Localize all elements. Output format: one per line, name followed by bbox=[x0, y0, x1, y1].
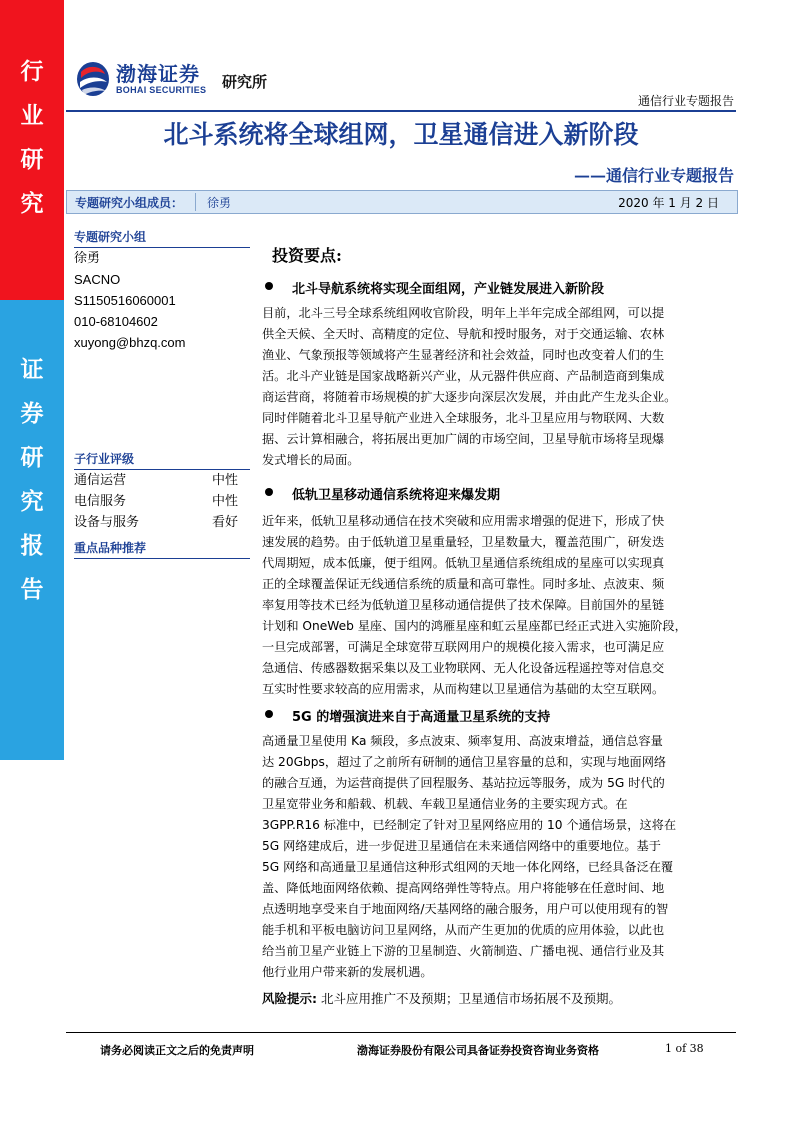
header-divider bbox=[66, 110, 736, 112]
body-line: 商运营商，将随着市场规模的扩大逐步向深层次发展，并由此产生龙头企业。 bbox=[262, 390, 677, 404]
rating-row bbox=[74, 491, 250, 512]
logo-institute: 研究所 bbox=[222, 73, 268, 91]
banner-char: 行 bbox=[20, 58, 44, 85]
point-heading: 5G 的增强演进来自于高通量卫星系统的支持 bbox=[262, 706, 736, 725]
analyst-name: 徐勇 bbox=[74, 251, 101, 266]
banner-char: 证 bbox=[20, 356, 44, 383]
body-line: 盖、降低地面网络依赖、提高网络弹性等特点。用户将能够在任意时间、地 bbox=[262, 881, 665, 895]
rating-sector: 电信服务 bbox=[74, 494, 127, 509]
point-body bbox=[262, 303, 736, 471]
body-line: 的融合互通，为运营商提供了回程服务、基站拉远等服务，成为 5G 时代的 bbox=[262, 776, 665, 790]
point-section-2 bbox=[262, 484, 736, 700]
body-line: 点透明地享受来自于地面网络/天基网络的融合服务，用户可以使用现有的智 bbox=[262, 902, 669, 916]
rating-row bbox=[74, 470, 250, 491]
recommend-heading: 重点品种推荐 bbox=[74, 539, 250, 559]
risk-warning bbox=[262, 989, 621, 1007]
research-team-bar bbox=[66, 190, 738, 214]
company-logo bbox=[76, 58, 296, 100]
member-label: 专题研究小组成员： bbox=[75, 196, 184, 210]
risk-label: 风险提示: bbox=[262, 991, 317, 1006]
banner-char: 券 bbox=[20, 400, 44, 427]
member-name: 徐勇 bbox=[207, 196, 232, 210]
body-line: 计划和 OneWeb 星座、国内的鸿雁星座和虹云星座都已经正式进入实施阶段， bbox=[262, 619, 687, 633]
body-line: 高通量卫星使用 Ka 频段，多点波束、频率复用、高波束增益，通信总容量 bbox=[262, 734, 663, 748]
point-body bbox=[262, 511, 736, 700]
point-section-3 bbox=[262, 706, 736, 983]
banner-char: 究 bbox=[20, 488, 44, 515]
body-line: 代周期短，成本低廉，便于组网。低轨卫星通信系统组成的星座可以实现真 bbox=[262, 556, 665, 570]
point-section-1 bbox=[262, 278, 736, 471]
body-line: 速发展的趋势。由于低轨道卫星重量轻，卫星数量大，覆盖范围广，研发迭 bbox=[262, 535, 665, 549]
banner-text-industry-research bbox=[0, 60, 64, 236]
analyst-phone: 010-68104602 bbox=[74, 314, 158, 329]
footer-disclaimer: 请务必阅读正文之后的免责声明 bbox=[100, 1044, 254, 1057]
risk-text: 北斗应用推广不及预期；卫星通信市场拓展不及预期。 bbox=[320, 991, 621, 1006]
body-line: 给当前卫星产业链上下游的卫星制造、火箭制造、广播电视、通信行业及其 bbox=[262, 944, 665, 958]
body-line: 3GPP.R16 标准中，已经制定了针对卫星网络应用的 10 个通信场景，这将在 bbox=[262, 818, 677, 832]
point-body bbox=[262, 731, 736, 983]
analyst-cert-org: SACNO bbox=[74, 272, 121, 287]
bohai-logo-icon bbox=[76, 60, 110, 98]
banner-text-securities-report bbox=[0, 358, 64, 622]
banner-char: 告 bbox=[20, 576, 44, 603]
body-line: 目前，北斗三号全球系统组网收官阶段，明年上半年完成全部组网，可以提 bbox=[262, 306, 665, 320]
footer-divider bbox=[66, 1032, 736, 1033]
banner-char: 报 bbox=[20, 532, 44, 559]
analyst-email[interactable]: xuyong@bhzq.com bbox=[74, 335, 186, 350]
body-line: 互实时性要求较高的应用需求，从而构建以卫星通信为基础的太空互联网。 bbox=[262, 682, 665, 696]
body-line: 5G 网络和高通量卫星通信这种形式组网的天地一体化网络，已经具备泛在覆 bbox=[262, 860, 674, 874]
point-heading: 低轨卫星移动通信系统将迎来爆发期 bbox=[262, 484, 736, 503]
logo-en-name: BOHAI SECURITIES bbox=[116, 85, 207, 95]
rating-sector: 设备与服务 bbox=[74, 515, 140, 530]
body-line: 据、云计算相融合，将拓展出更加广阔的市场空间，卫星导航市场将呈现爆 bbox=[262, 432, 665, 446]
rating-sector: 通信运营 bbox=[74, 473, 127, 488]
rating-value: 中性 bbox=[211, 473, 238, 488]
member-separator bbox=[195, 193, 196, 211]
report-subtitle: ——通信行业专题报告 bbox=[573, 166, 734, 185]
banner-char: 究 bbox=[20, 190, 44, 217]
body-line: 他行业用户带来新的发展机遇。 bbox=[262, 965, 433, 979]
investment-highlights-title: 投资要点: bbox=[272, 246, 342, 265]
report-date: 2020 年 1 月 2 日 bbox=[618, 196, 719, 210]
logo-cn-name: 渤海证券 bbox=[116, 62, 200, 86]
analyst-heading: 专题研究小组 bbox=[74, 228, 250, 248]
analyst-cert-number: S1150516060001 bbox=[74, 293, 176, 308]
ratings-heading: 子行业评级 bbox=[74, 450, 250, 470]
rating-row bbox=[74, 512, 250, 533]
body-line: 近年来，低轨卫星移动通信在技术突破和应用需求增强的促进下，形成了快 bbox=[262, 514, 665, 528]
body-line: 达 20Gbps，超过了之前所有研制的通信卫星容量的总和，实现与地面网络 bbox=[262, 755, 667, 769]
point-heading: 北斗导航系统将实现全面组网，产业链发展进入新阶段 bbox=[262, 278, 736, 297]
analyst-info bbox=[74, 228, 250, 353]
body-line: 卫星宽带业务和船载、机载、车载卫星通信业务的主要实现方式。在 bbox=[262, 797, 628, 811]
body-line: 率复用等技术已经为低轨道卫星移动通信提供了技术保障。目前国外的星链 bbox=[262, 598, 665, 612]
body-line: 同时伴随着北斗卫星导航产业进入全球服务，北斗卫星应用与物联网、大数 bbox=[262, 411, 665, 425]
body-line: 正的全球覆盖保证无线通信系统的质量和高可靠性。同时多址、点波束、频 bbox=[262, 577, 665, 591]
footer-qualification: 渤海证券股份有限公司具备证券投资咨询业务资格 bbox=[357, 1044, 599, 1057]
report-title: 北斗系统将全球组网，卫星通信进入新阶段 bbox=[163, 120, 639, 149]
page-number: 1 of 38 bbox=[665, 1042, 704, 1055]
body-line: 一旦完成部署，可满足全球宽带互联网用户的规模化接入需求，也可满足应 bbox=[262, 640, 665, 654]
body-line: 能手机和平板电脑访问卫星网络，从而产生更加的优质的应用体验，以此也 bbox=[262, 923, 665, 937]
report-type-label: 通信行业专题报告 bbox=[637, 94, 734, 108]
banner-char: 业 bbox=[20, 102, 44, 129]
banner-char: 研 bbox=[20, 444, 44, 471]
banner-char: 研 bbox=[20, 146, 44, 173]
rating-value: 看好 bbox=[211, 515, 238, 530]
body-line: 急通信、传感器数据采集以及工业物联网、无人化设备远程遥控等对信息交 bbox=[262, 661, 665, 675]
body-line: 5G 网络建成后，进一步促进卫星通信在未来通信网络中的重要地位。基于 bbox=[262, 839, 661, 853]
body-line: 渔业、气象预报等领域将产生显著经济和社会效益，同时也改变着人们的生 bbox=[262, 348, 665, 362]
body-line: 活。北斗产业链是国家战略新兴产业，从元器件供应商、产品制造商到集成 bbox=[262, 369, 665, 383]
body-line: 发式增长的局面。 bbox=[262, 453, 360, 467]
rating-value: 中性 bbox=[211, 494, 238, 509]
body-line: 供全天候、全天时、高精度的定位、导航和授时服务，对于交通运输、农林 bbox=[262, 327, 665, 341]
sector-ratings bbox=[74, 450, 250, 559]
